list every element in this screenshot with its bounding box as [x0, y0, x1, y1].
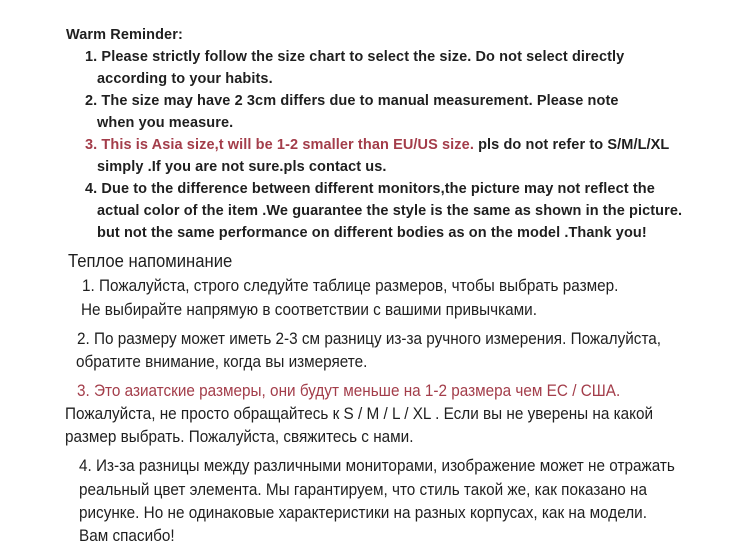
ru-item2-line1: 2. По размеру может иметь 2-3 см разницу из-за ручного измерения. Пожалуйста, — [77, 329, 662, 348]
ru-item3-red-line: 3. Это азиатские размеры, они будут меньше на 1-2 размера чем ЕС / США. — [77, 381, 621, 400]
en-item2-line1: 2. The size may have 2 3cm differs due to manual measurement. Please note — [85, 93, 619, 109]
russian-reminder-title: Теплое напоминание — [68, 250, 233, 271]
ru-item4-line2: реальный цвет элемента. Мы гарантируем, что стиль такой же, как показано на — [79, 480, 648, 499]
ru-item4-line1: 4. Из-за разницы между различными мониторами, изображение может не отражать — [79, 456, 675, 475]
en-item4-line3: but not the same performance on different bodies as on the model .Thank you! — [97, 225, 647, 241]
ru-item2-line2: обратите внимание, когда вы измеряете. — [76, 352, 368, 371]
ru-item3-line2: Пожалуйста, не просто обращайтесь к S / M / L / XL . Если вы не уверены на какой — [65, 404, 654, 423]
en-item3-line2: simply .If you are not sure.pls contact us. — [97, 159, 387, 175]
english-reminder-title: Warm Reminder: — [66, 27, 183, 43]
en-item4-line2: actual color of the item .We guarantee the style is the same as shown in the picture. — [97, 203, 683, 219]
en-item3-black-text: pls do not refer to S/M/L/XL — [473, 137, 670, 153]
en-item3-line1 — [85, 137, 669, 153]
ru-item1-line1: 1. Пожалуйста, строго следуйте таблице размеров, чтобы выбрать размер. — [82, 276, 619, 295]
en-item4-line1: 4. Due to the difference between different monitors,the picture may not reflect the — [85, 181, 655, 197]
en-item2-line2: when you measure. — [97, 115, 234, 131]
ru-item4-line3: рисунке. Но не одинаковые характеристики на разных корпусах, как на модели. — [79, 503, 647, 522]
en-item1-line1: 1. Please strictly follow the size chart to select the size. Do not select directly — [85, 49, 625, 65]
en-item1-line2: according to your habits. — [97, 71, 273, 87]
ru-item3-line3: размер выбрать. Пожалуйста, свяжитесь с нами. — [65, 427, 414, 446]
ru-item4-line4: Вам спасибо! — [79, 526, 175, 545]
en-item3-red-text: 3. This is Asia size,t will be 1-2 smaller than EU/US size. — [85, 137, 474, 153]
ru-item1-line2: Не выбирайте напрямую в соответствии с вашими привычками. — [81, 300, 537, 319]
